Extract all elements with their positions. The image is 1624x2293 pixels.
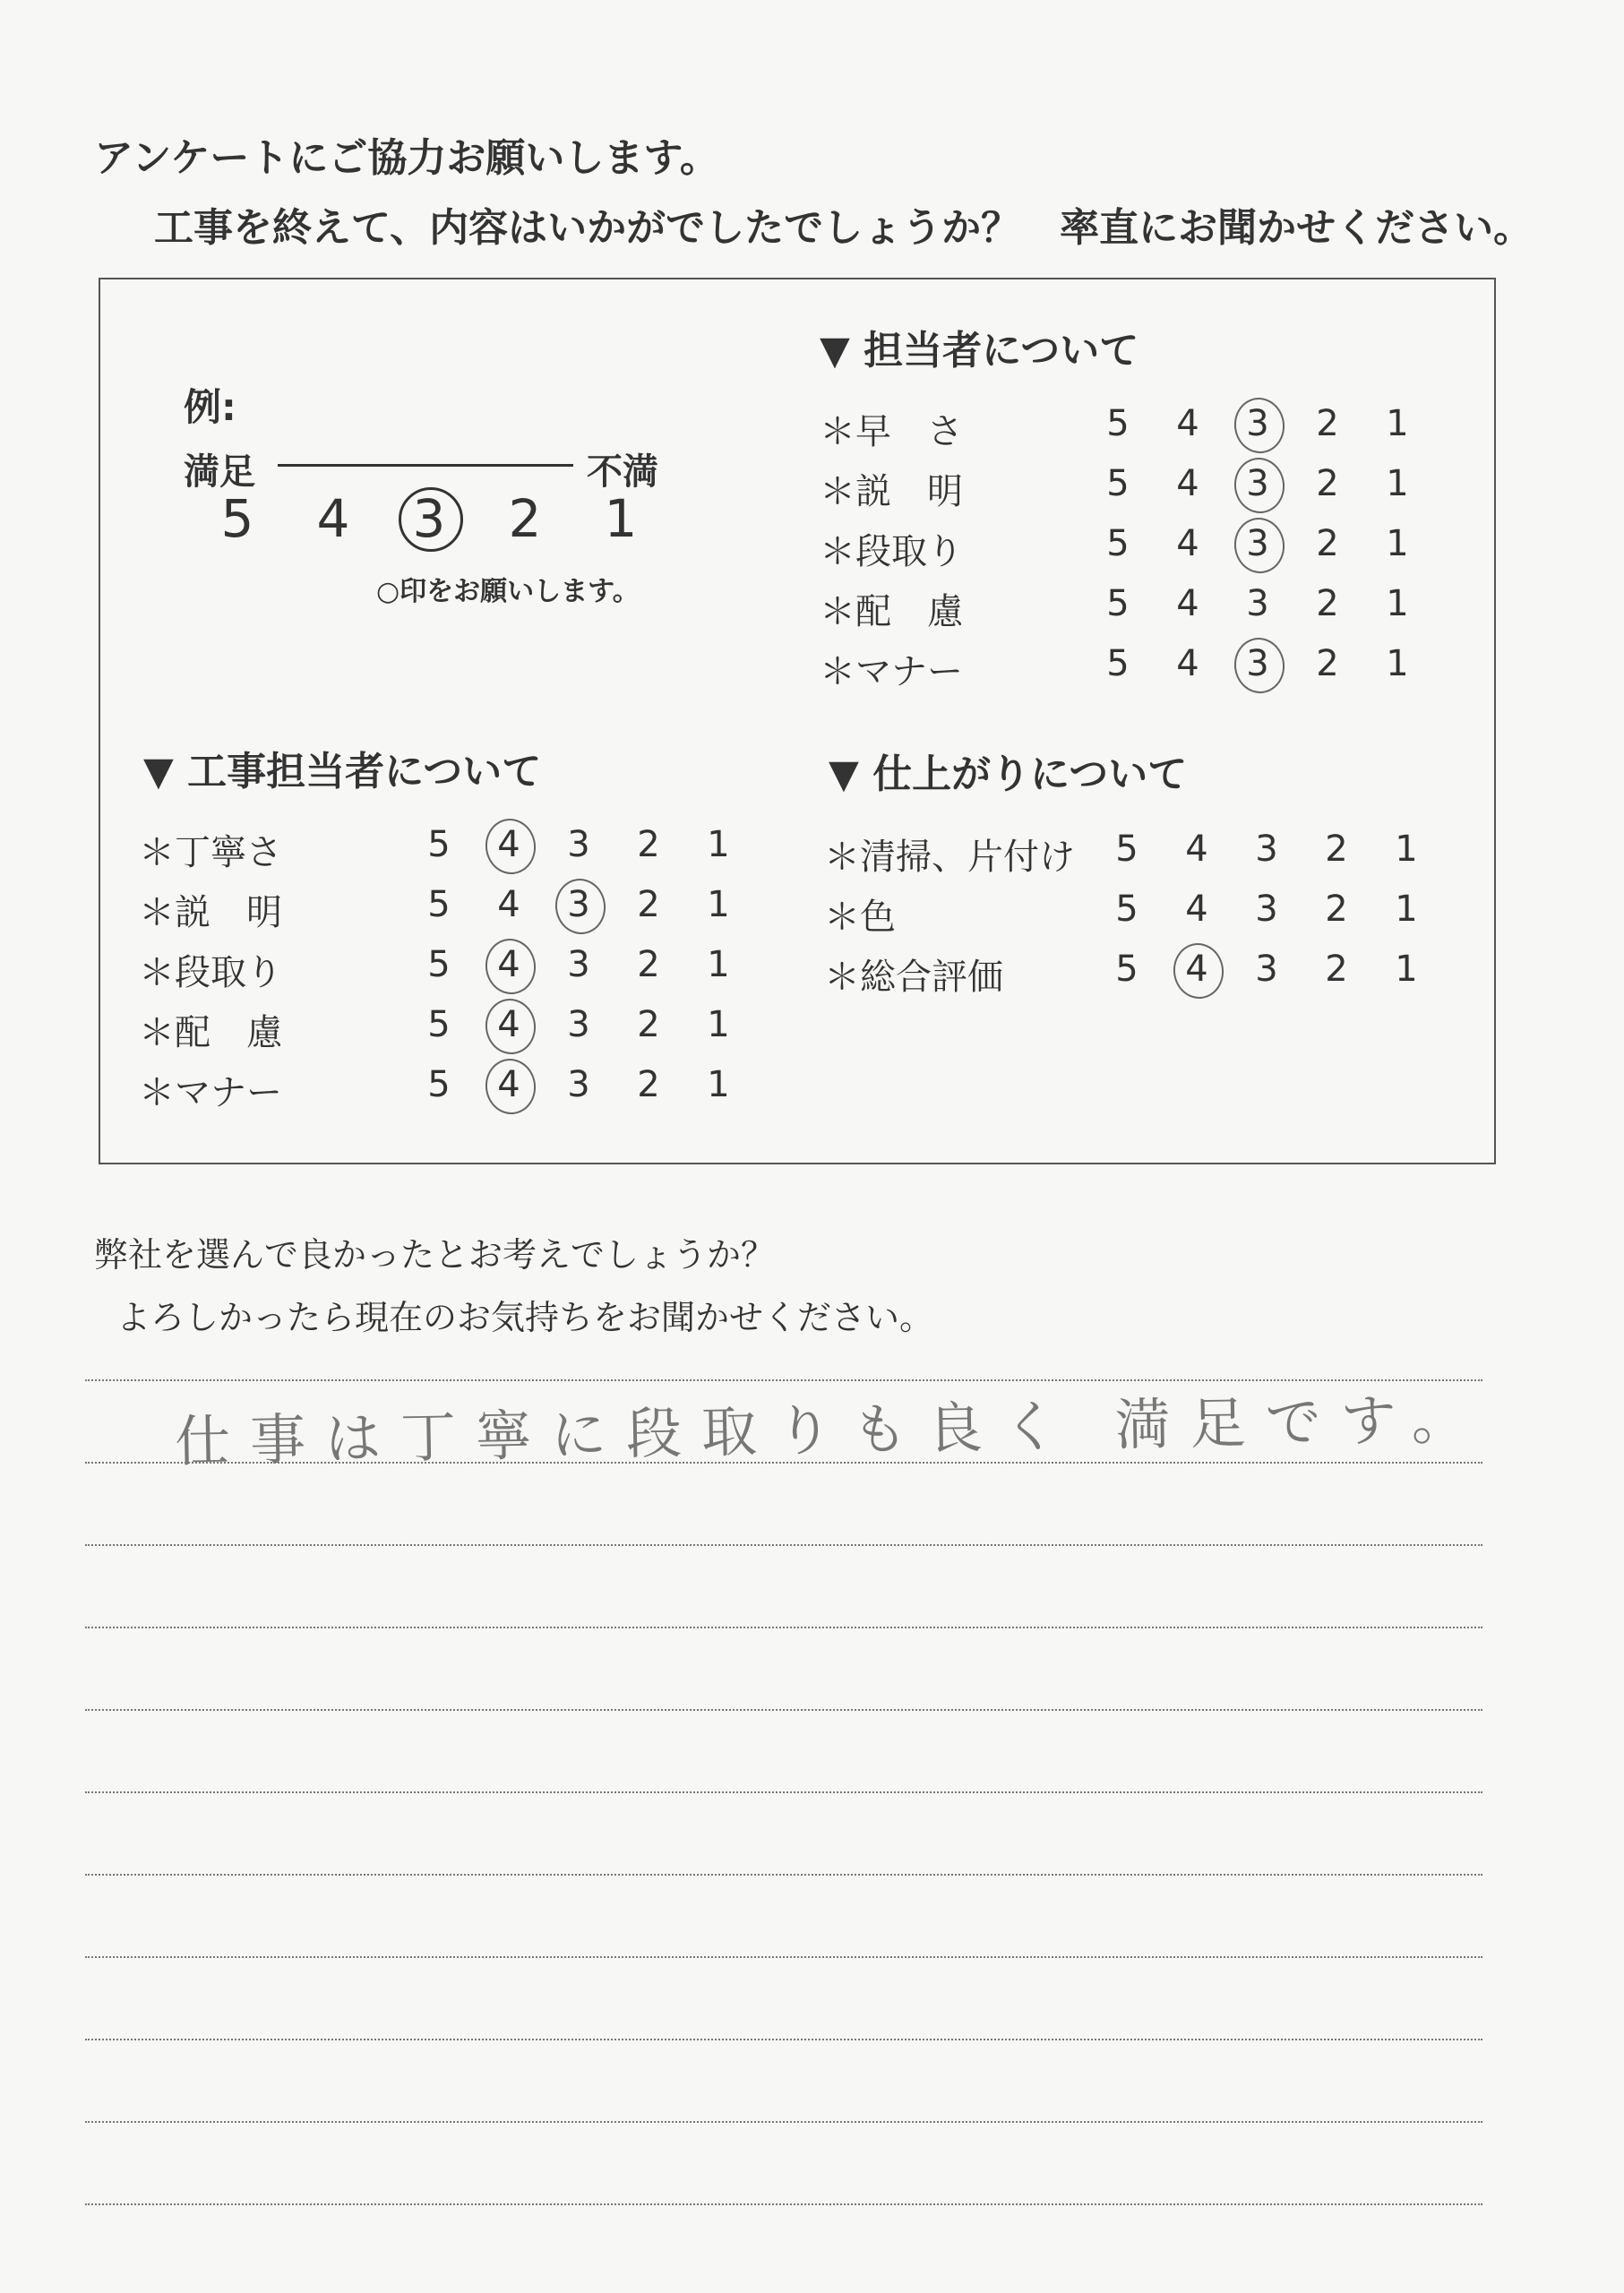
rating-score-3[interactable]: 3 [567,824,590,865]
rating-score-3[interactable]: 3 [1255,889,1278,930]
rating-row-label: ＊清掃、片付け [824,837,1075,878]
rating-row-label: ＊説 明 [139,892,282,933]
rating-score-1[interactable]: 1 [1386,583,1409,624]
comment-dotted-line [85,1791,1482,1793]
rating-score-4[interactable]: 4 [1176,403,1199,444]
comment-dotted-line [85,2121,1482,2123]
rating-score-4[interactable]: 4 [497,884,520,925]
rating-score-5[interactable]: 5 [1106,463,1130,504]
rating-row-label: ＊配 慮 [139,1012,282,1053]
rating-score-5[interactable]: 5 [427,1064,451,1105]
comment-dotted-line [85,2039,1482,2040]
rating-score-5[interactable]: 5 [1115,889,1139,930]
rating-score-3[interactable]: 3 [567,1064,590,1105]
survey-intro-line1: アンケートにご協力お願いします。 [94,135,719,181]
rating-row-label: ＊総合評価 [824,957,1003,998]
rating-row-label: ＊マナー [139,1072,282,1113]
rating-score-5[interactable]: 5 [427,884,451,925]
rating-score-3[interactable]: 3 [1246,403,1269,444]
example-score-3: 3 [412,488,446,549]
rating-score-2[interactable]: 2 [1316,643,1339,684]
section-title-tantou: ▼ 担当者について [820,328,1139,374]
rating-score-1[interactable]: 1 [707,884,730,925]
rating-score-3[interactable]: 3 [1246,523,1269,564]
rating-score-3[interactable]: 3 [567,1004,590,1045]
example-note: ○印をお願いします。 [376,576,640,607]
comment-dotted-line [85,1709,1482,1711]
example-circle-mark [399,487,463,552]
rating-score-3[interactable]: 3 [567,944,590,985]
rating-score-3[interactable]: 3 [567,884,590,925]
comment-question-2: よろしかったら現在のお気持ちをお聞かせください。 [116,1298,934,1337]
rating-box [99,278,1496,1164]
rating-score-1[interactable]: 1 [707,824,730,865]
rating-score-4[interactable]: 4 [497,944,520,985]
rating-row-label: ＊説 明 [820,471,963,512]
rating-score-5[interactable]: 5 [427,1004,451,1045]
example-dissatisfied-label: 不満 [587,451,658,493]
rating-score-4[interactable]: 4 [1185,889,1208,930]
rating-score-2[interactable]: 2 [1316,583,1339,624]
rating-score-4[interactable]: 4 [1185,949,1208,990]
rating-score-1[interactable]: 1 [1395,949,1418,990]
rating-score-1[interactable]: 1 [707,944,730,985]
rating-score-3[interactable]: 3 [1246,463,1269,504]
rating-score-1[interactable]: 1 [1386,463,1409,504]
survey-intro-line2: 工事を終えて、内容はいかがでしたでしょうか？ 率直にお聞かせください。 [154,205,1534,251]
rating-score-1[interactable]: 1 [707,1064,730,1105]
rating-score-5[interactable]: 5 [1106,583,1130,624]
rating-score-2[interactable]: 2 [1316,403,1339,444]
rating-row-label: ＊段取り [139,952,282,993]
rating-score-5[interactable]: 5 [427,824,451,865]
section-title-shiagari: ▼ 仕上がりについて [829,751,1188,797]
rating-score-5[interactable]: 5 [1106,523,1130,564]
comment-dotted-line [85,2203,1482,2205]
comment-dotted-line [85,1544,1482,1546]
rating-score-2[interactable]: 2 [637,1004,660,1045]
rating-score-3[interactable]: 3 [1255,829,1278,870]
rating-score-4[interactable]: 4 [497,824,520,865]
example-score-5: 5 [220,488,254,549]
rating-score-5[interactable]: 5 [1106,403,1130,444]
rating-row-label: ＊早 さ [820,411,963,452]
rating-score-2[interactable]: 2 [637,884,660,925]
rating-score-3[interactable]: 3 [1246,643,1269,684]
rating-score-1[interactable]: 1 [707,1004,730,1045]
rating-score-2[interactable]: 2 [637,824,660,865]
rating-score-1[interactable]: 1 [1395,829,1418,870]
rating-score-2[interactable]: 2 [1325,889,1348,930]
rating-score-3[interactable]: 3 [1246,583,1269,624]
rating-score-1[interactable]: 1 [1386,403,1409,444]
rating-row-label: ＊色 [824,897,896,938]
rating-score-4[interactable]: 4 [497,1004,520,1045]
comment-dotted-line [85,1874,1482,1876]
rating-score-5[interactable]: 5 [1115,949,1139,990]
handwritten-comment: 仕事は丁寧に段取りも良く 満足です。 [174,1386,1488,1474]
rating-row-label: ＊丁寧さ [139,832,282,873]
rating-row-label: ＊マナー [820,651,963,692]
rating-score-2[interactable]: 2 [1316,523,1339,564]
rating-score-4[interactable]: 4 [1176,583,1199,624]
rating-score-1[interactable]: 1 [1386,643,1409,684]
example-label: 例: [184,385,236,429]
rating-score-4[interactable]: 4 [497,1064,520,1105]
rating-score-1[interactable]: 1 [1386,523,1409,564]
rating-score-5[interactable]: 5 [427,944,451,985]
rating-score-3[interactable]: 3 [1255,949,1278,990]
rating-row-label: ＊段取り [820,531,963,572]
rating-score-4[interactable]: 4 [1185,829,1208,870]
example-satisfied-label: 満足 [184,451,255,493]
rating-score-5[interactable]: 5 [1106,643,1130,684]
example-scale-line [278,464,573,467]
rating-score-4[interactable]: 4 [1176,523,1199,564]
example-score-4: 4 [316,488,350,549]
comment-question-1: 弊社を選んで良かったとお考えでしょうか？ [94,1235,776,1275]
rating-score-2[interactable]: 2 [637,1064,660,1105]
rating-score-2[interactable]: 2 [1325,949,1348,990]
comment-dotted-line [85,1627,1482,1628]
rating-score-4[interactable]: 4 [1176,463,1199,504]
example-score-1: 1 [604,488,638,549]
section-title-kouji: ▼ 工事担当者について [143,749,542,794]
rating-score-2[interactable]: 2 [1325,829,1348,870]
rating-score-2[interactable]: 2 [1316,463,1339,504]
example-score-2: 2 [508,488,542,549]
rating-score-1[interactable]: 1 [1395,889,1418,930]
rating-score-2[interactable]: 2 [637,944,660,985]
rating-row-label: ＊配 慮 [820,591,963,632]
comment-dotted-line [85,1956,1482,1958]
rating-score-5[interactable]: 5 [1115,829,1139,870]
rating-score-4[interactable]: 4 [1176,643,1199,684]
